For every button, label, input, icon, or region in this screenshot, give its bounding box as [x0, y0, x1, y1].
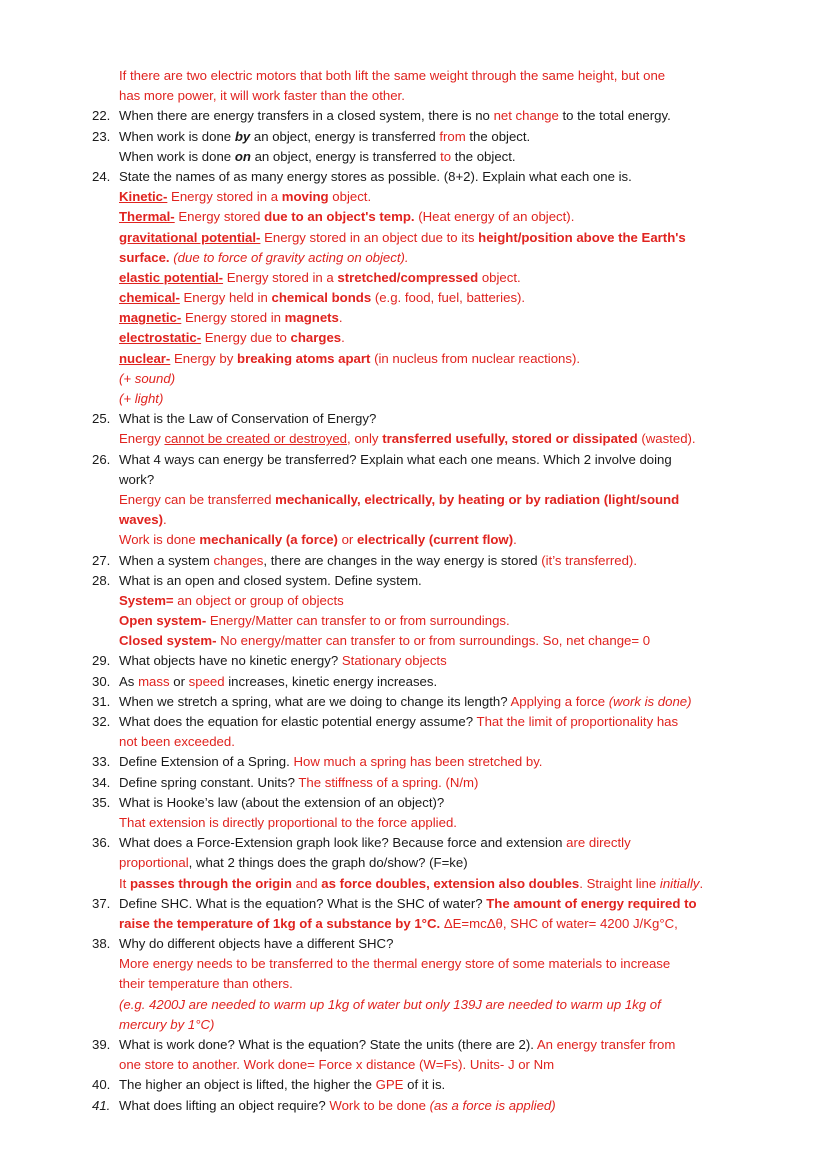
question-number: 32.	[92, 714, 111, 729]
answer-text: System=	[119, 592, 174, 608]
answer-text: Thermal-	[119, 209, 175, 225]
answer-text: object.	[478, 269, 521, 285]
line-text	[119, 510, 167, 530]
question-text: Define Extension of a Spring.	[119, 754, 294, 770]
question-text: , what 2 things does the graph do/show? (F=ke)	[188, 855, 468, 871]
doc-line	[0, 187, 828, 207]
answer-text: An energy transfer from	[536, 1037, 676, 1052]
answer-text: elastic potential-	[119, 269, 224, 285]
line-text	[119, 450, 672, 470]
answer-text: mass	[138, 673, 170, 689]
answer-text: moving	[281, 189, 329, 205]
answer-text: Work to be done	[329, 1097, 430, 1113]
answer-text: magnets	[284, 310, 339, 326]
doc-line	[0, 167, 828, 187]
answer-text: (+ light)	[119, 391, 164, 406]
doc-line	[0, 450, 828, 470]
answer-text: The amount of energy required to	[486, 895, 697, 911]
question-text: of it is.	[403, 1077, 446, 1093]
answer-text: mechanically (a force)	[199, 532, 338, 548]
line-text	[119, 369, 175, 389]
doc-line	[0, 1055, 828, 1075]
question-text: Define spring constant. Units?	[119, 774, 299, 790]
line-text	[119, 732, 235, 752]
doc-line	[0, 66, 828, 86]
question-text: What does lifting an object require?	[119, 1097, 330, 1113]
question-number: 25.	[92, 411, 111, 427]
line-text	[119, 409, 376, 429]
question-number: 33.	[92, 754, 111, 770]
answer-text: has more power, it will work faster than the other.	[119, 88, 405, 104]
doc-line	[0, 793, 828, 813]
answer-text: mercury by 1°C)	[119, 1016, 215, 1032]
line-text	[119, 631, 650, 651]
answer-text: magnetic-	[119, 310, 182, 326]
doc-line	[0, 692, 828, 712]
doc-line	[0, 106, 828, 126]
doc-line	[0, 712, 828, 732]
question-text: or	[169, 673, 189, 689]
doc-line	[0, 631, 828, 651]
answer-text: electrostatic-	[119, 330, 202, 346]
doc-line	[0, 1015, 828, 1035]
answer-text: not been exceeded.	[119, 734, 235, 750]
line-text	[119, 106, 671, 126]
line-text	[119, 995, 661, 1015]
line-text	[119, 248, 409, 268]
question-text: What does a Force-Extension graph look like? Because force and extension	[119, 835, 567, 851]
line-text	[119, 651, 447, 671]
line-text	[119, 308, 343, 328]
question-number: 24.	[92, 168, 111, 184]
line-text	[119, 228, 686, 248]
line-text	[119, 934, 393, 954]
answer-text: chemical bonds	[271, 290, 372, 306]
question-number: 36.	[92, 835, 111, 851]
question-number: 40.	[92, 1077, 111, 1093]
answer-text: (e.g. food, fuel, batteries).	[371, 290, 526, 306]
answer-text: Energy	[119, 431, 165, 447]
answer-text: height/position above the Earth's	[478, 229, 686, 245]
answer-text: to	[440, 148, 452, 164]
answer-text: Energy by	[170, 350, 238, 366]
answer-text: The stiffness of a spring. (N/m)	[298, 774, 479, 790]
question-number: 35.	[92, 794, 111, 810]
answer-text: from	[439, 128, 466, 144]
answer-text: speed	[188, 673, 225, 689]
line-text	[119, 1055, 554, 1075]
question-text: What is an open and closed system. Define system.	[119, 572, 422, 588]
answer-text: (in nucleus from nuclear reactions).	[370, 350, 581, 366]
question-text: increases, kinetic energy increases.	[224, 673, 438, 689]
question-text: When we stretch a spring, what are we doing to change its length?	[119, 693, 511, 709]
answer-text: waves)	[119, 512, 163, 528]
question-text: an object, energy is transferred	[250, 128, 440, 144]
question-text: work?	[119, 471, 155, 487]
answer-text: Kinetic-	[119, 189, 168, 205]
doc-line	[0, 934, 828, 954]
question-number: 41.	[92, 1097, 111, 1113]
question-text: When work is done	[119, 148, 235, 164]
doc-line	[0, 369, 828, 389]
doc-line	[0, 813, 828, 833]
doc-line	[0, 389, 828, 409]
answer-text: Energy stored in an object due to its	[260, 229, 479, 245]
doc-line	[0, 833, 828, 853]
question-text: As	[119, 673, 139, 689]
line-text	[119, 86, 405, 106]
answer-text: GPE	[375, 1077, 404, 1093]
answer-text: Work is done	[119, 532, 200, 548]
line-text	[119, 530, 517, 550]
question-number: 28.	[92, 572, 111, 588]
question-text: to the total energy.	[558, 108, 671, 124]
doc-line	[0, 228, 828, 248]
question-text: by	[234, 128, 251, 144]
answer-text: (wasted).	[637, 431, 696, 447]
line-text	[119, 288, 525, 308]
line-text	[119, 551, 637, 571]
line-text	[119, 1035, 675, 1055]
doc-line	[0, 874, 828, 894]
answer-text: , only	[347, 431, 383, 447]
answer-text: ΔE=mcΔθ, SHC of water= 4200 J/Kg°C,	[440, 915, 678, 931]
question-number: 39.	[92, 1037, 111, 1052]
line-text	[119, 874, 703, 894]
answer-text: Applying a force	[510, 693, 609, 709]
answer-text: How much a spring has been stretched by.	[293, 754, 543, 770]
answer-text: transferred usefully, stored or dissipated	[382, 431, 638, 447]
answer-text: mechanically, electrically, by heating or by radiation (light/sound	[275, 491, 680, 507]
doc-line	[0, 328, 828, 348]
doc-line	[0, 268, 828, 288]
doc-line	[0, 732, 828, 752]
question-text: When a system	[119, 552, 214, 568]
doc-line	[0, 571, 828, 591]
question-number: 27.	[92, 552, 111, 568]
question-text: an object, energy is transferred	[250, 148, 441, 164]
question-text: What 4 ways can energy be transferred? Explain what each one means. Which 2 involve doing	[119, 451, 672, 467]
line-text	[119, 591, 344, 611]
answer-text: Energy can be transferred	[119, 491, 276, 507]
doc-line	[0, 651, 828, 671]
answer-text: their temperature than others.	[119, 976, 293, 992]
question-text: the object.	[451, 148, 516, 164]
answer-text: Energy stored in a	[167, 189, 282, 205]
line-text	[119, 127, 530, 147]
answer-text: (Heat energy of an object).	[414, 209, 575, 225]
question-number: 30.	[92, 673, 111, 689]
doc-line	[0, 954, 828, 974]
line-text	[119, 470, 154, 490]
answer-text: Energy stored	[174, 209, 265, 225]
doc-line	[0, 611, 828, 631]
answer-text: Open system-	[119, 613, 207, 629]
answer-text: Energy held in	[179, 290, 272, 306]
line-text	[119, 974, 293, 994]
question-text: When work is done	[119, 128, 235, 144]
document-page	[0, 66, 828, 1116]
answer-text: Energy stored in a	[223, 269, 338, 285]
doc-line	[0, 1096, 828, 1116]
question-text: What is work done? What is the equation? State the units (there are 2).	[119, 1037, 537, 1052]
line-text	[119, 813, 457, 833]
doc-line	[0, 470, 828, 490]
doc-line	[0, 551, 828, 571]
doc-line	[0, 510, 828, 530]
question-number: 31.	[92, 693, 111, 709]
answer-text: That extension is directly proportional to the force applied.	[119, 814, 457, 830]
answer-text: as force doubles, extension also doubles	[321, 875, 580, 891]
answer-text: (as a force is applied)	[429, 1097, 556, 1113]
question-text: on	[234, 148, 251, 164]
answer-text: or	[337, 532, 357, 548]
line-text	[119, 752, 542, 772]
answer-text: Energy stored in	[181, 310, 285, 326]
doc-line	[0, 308, 828, 328]
question-text: What does the equation for elastic potential energy assume?	[119, 714, 477, 729]
answer-text: Stationary objects	[341, 653, 447, 669]
question-text: What is Hooke’s law (about the extension of an object)?	[119, 794, 445, 810]
answer-text: It	[119, 875, 130, 891]
doc-line	[0, 672, 828, 692]
doc-line	[0, 894, 828, 914]
line-text	[119, 914, 678, 934]
answer-text: (it’s transferred).	[541, 552, 637, 568]
answer-text: (+ sound)	[119, 370, 176, 386]
question-text: What objects have no kinetic energy?	[119, 653, 342, 669]
line-text	[119, 167, 632, 187]
answer-text: are directly	[566, 835, 631, 851]
line-text	[119, 349, 580, 369]
answer-text: If there are two electric motors that both lift the same weight through the same height, but one	[119, 68, 666, 83]
question-number: 34.	[92, 774, 111, 790]
line-text	[119, 187, 371, 207]
line-text	[119, 490, 679, 510]
line-text	[119, 429, 696, 449]
answer-text: That the limit of proportionality has	[476, 714, 679, 729]
line-text	[119, 712, 678, 732]
question-text: , there are changes in the way energy is stored	[263, 552, 542, 568]
answer-text: .	[341, 330, 345, 346]
answer-text: More energy needs to be transferred to the thermal energy store of some materials to increase	[119, 956, 671, 972]
question-text: What is the Law of Conservation of Energy?	[119, 411, 377, 427]
doc-line	[0, 288, 828, 308]
answer-text: stretched/compressed	[337, 269, 479, 285]
doc-line	[0, 490, 828, 510]
answer-text: charges	[290, 330, 342, 346]
line-text	[119, 853, 468, 873]
line-text	[119, 894, 697, 914]
answer-text: net change	[493, 108, 559, 124]
doc-line	[0, 752, 828, 772]
answer-text: proportional	[119, 855, 189, 871]
question-text: The higher an object is lifted, the higher the	[119, 1077, 376, 1093]
line-text	[119, 833, 631, 853]
answer-text: and	[291, 875, 322, 891]
doc-line	[0, 914, 828, 934]
doc-line	[0, 147, 828, 167]
doc-line	[0, 773, 828, 793]
answer-text: raise the temperature of 1kg of a substance by 1°C.	[119, 915, 441, 931]
doc-line	[0, 591, 828, 611]
question-number: 37.	[92, 895, 111, 911]
answer-text: chemical-	[119, 290, 180, 306]
doc-line	[0, 248, 828, 268]
answer-text: Closed system-	[119, 633, 217, 649]
answer-text: . Straight line	[579, 875, 660, 891]
doc-line	[0, 853, 828, 873]
doc-line	[0, 1035, 828, 1055]
doc-line	[0, 429, 828, 449]
question-text: State the names of as many energy stores as possible. (8+2). Explain what each one is.	[119, 168, 632, 184]
answer-text: initially	[659, 875, 700, 891]
question-text: the object.	[465, 128, 531, 144]
answer-text: Energy/Matter can transfer to or from surroundings.	[206, 613, 510, 629]
question-number: 26.	[92, 451, 111, 467]
line-text	[119, 773, 478, 793]
question-number: 29.	[92, 653, 111, 669]
answer-text: electrically (current flow)	[356, 532, 514, 548]
question-number: 22.	[92, 108, 111, 124]
line-text	[119, 1075, 445, 1095]
line-text	[119, 692, 692, 712]
answer-text: .	[699, 875, 704, 891]
line-text	[119, 328, 345, 348]
answer-text: Energy due to	[201, 330, 291, 346]
line-text	[119, 389, 163, 409]
line-text	[119, 268, 521, 288]
doc-line	[0, 349, 828, 369]
line-text	[119, 793, 444, 813]
answer-text: due to an object's temp.	[264, 209, 415, 225]
answer-text: gravitational potential-	[119, 229, 261, 245]
doc-line	[0, 409, 828, 429]
line-text	[119, 207, 574, 227]
question-number: 38.	[92, 936, 111, 952]
answer-text: passes through the origin	[130, 875, 292, 891]
answer-text: .	[163, 512, 167, 528]
question-text: Define SHC. What is the equation? What is the SHC of water?	[119, 895, 487, 911]
answer-text: surface.	[119, 249, 170, 265]
line-text	[119, 672, 437, 692]
doc-line	[0, 1075, 828, 1095]
line-text	[119, 611, 510, 631]
answer-text: cannot be created or destroyed	[164, 431, 347, 447]
answer-text: .	[338, 310, 343, 326]
line-text	[119, 1096, 556, 1116]
question-text: Why do different objects have a different SHC?	[119, 936, 394, 952]
doc-line	[0, 995, 828, 1015]
doc-line	[0, 207, 828, 227]
doc-line	[0, 86, 828, 106]
answer-text: .	[513, 532, 517, 548]
answer-text: (work is done)	[608, 693, 692, 709]
answer-text: (e.g. 4200J are needed to warm up 1kg of water but only 139J are needed to warm up 1kg of	[119, 996, 661, 1012]
answer-text: breaking atoms apart	[237, 350, 371, 366]
answer-text: No energy/matter can transfer to or from surroundings. So, net change= 0	[216, 633, 651, 649]
question-text: When there are energy transfers in a closed system, there is no	[119, 108, 494, 124]
line-text	[119, 66, 665, 86]
doc-line	[0, 127, 828, 147]
answer-text: changes	[213, 552, 264, 568]
answer-text: nuclear-	[119, 350, 171, 366]
question-number: 23.	[92, 128, 111, 144]
line-text	[119, 1015, 214, 1035]
doc-line	[0, 530, 828, 550]
doc-line	[0, 974, 828, 994]
answer-text: (due to force of gravity acting on object).	[169, 249, 409, 265]
line-text	[119, 954, 670, 974]
answer-text: one store to another. Work done= Force x distance (W=Fs). Units- J or Nm	[119, 1057, 555, 1073]
line-text	[119, 147, 516, 167]
answer-text: an object or group of objects	[173, 592, 344, 608]
answer-text: object.	[328, 189, 372, 205]
line-text	[119, 571, 422, 591]
